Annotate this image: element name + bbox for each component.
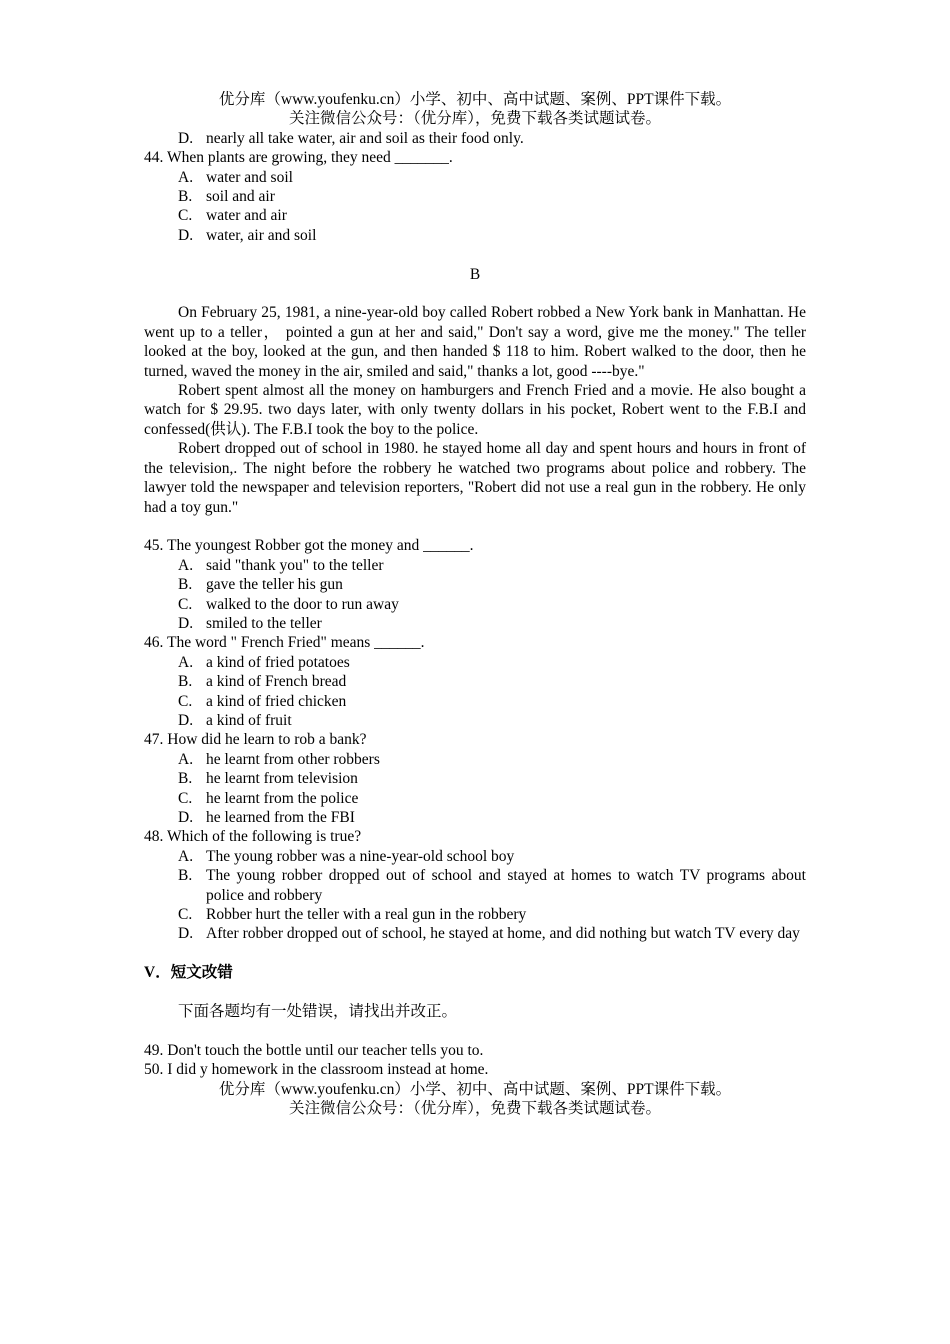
option-label: B. bbox=[178, 770, 193, 788]
passage-paragraph-3: Robert dropped out of school in 1980. he stayed home all day and spent hours and hours in front of the television,. The night before the robbery he watched two programs about police and robbery. The lawyer told the newspaper and television reporters, "Robert did not use a real gun in the robbery. He only had a toy gun." bbox=[144, 440, 806, 516]
section-instruction: 下面各题均有一处错误，请找出并改正。 bbox=[178, 1003, 458, 1021]
option-label: C. bbox=[178, 692, 193, 710]
option-label: C. bbox=[178, 595, 193, 613]
option-d bbox=[144, 924, 806, 943]
option-c bbox=[144, 692, 806, 711]
option-text: Robber hurt the teller with a real gun in the robbery bbox=[206, 906, 527, 924]
option-a bbox=[144, 847, 806, 866]
option-a bbox=[144, 653, 806, 672]
option-label: B. bbox=[178, 867, 193, 885]
passage-paragraph-2: Robert spent almost all the money on hamburgers and French Fried and a movie. He also bought a watch for $ 29.95. two days later, with only twenty dollars in his pocket, Robert went to the F.B.I and confessed(供认). The F.B.I took the boy to the police. bbox=[144, 382, 806, 438]
option-text: he learnt from television bbox=[206, 770, 358, 788]
q43-option-d bbox=[144, 129, 806, 148]
header-line-1: 优分库（www.youfenku.cn）小学、初中、高中试题、案例、PPT课件下载。 bbox=[218, 91, 732, 108]
option-label: D. bbox=[178, 925, 194, 943]
spacer bbox=[144, 517, 806, 536]
spacer bbox=[144, 944, 806, 963]
question-47 bbox=[144, 730, 806, 827]
question-stem: 47. How did he learn to rob a bank? bbox=[144, 731, 367, 749]
option-text: he learned from the FBI bbox=[206, 808, 355, 826]
option-text: water and air bbox=[206, 207, 287, 225]
option-text: soil and air bbox=[206, 188, 275, 206]
header-line-2: 关注微信公众号：（优分库），免费下载各类试题试卷。 bbox=[288, 110, 661, 128]
option-text: a kind of fruit bbox=[206, 711, 292, 729]
option-text: a kind of fried potatoes bbox=[206, 653, 350, 671]
option-c bbox=[144, 595, 806, 614]
passage-title: B bbox=[469, 265, 481, 283]
option-text: he learnt from other robbers bbox=[206, 750, 380, 768]
spacer bbox=[144, 284, 806, 303]
option-b bbox=[144, 187, 806, 206]
option-label: A. bbox=[178, 750, 194, 768]
option-text: water and soil bbox=[206, 168, 293, 186]
option-d bbox=[144, 711, 806, 730]
option-label: D. bbox=[178, 614, 194, 632]
question-stem: 44. When plants are growing, they need _______. bbox=[144, 149, 453, 167]
option-text: nearly all take water, air and soil as their food only. bbox=[206, 129, 524, 147]
option-text: The young robber dropped out of school and stayed at homes to watch TV programs about police and robbery bbox=[206, 867, 806, 904]
question-44 bbox=[144, 148, 806, 245]
option-text: smiled to the teller bbox=[206, 614, 322, 632]
option-label: C. bbox=[178, 207, 193, 225]
option-b bbox=[144, 769, 806, 788]
option-label: B. bbox=[178, 188, 193, 206]
option-label: B. bbox=[178, 673, 193, 691]
section-heading: V．短文改错 bbox=[144, 964, 233, 982]
option-label: A. bbox=[178, 847, 194, 865]
option-a bbox=[144, 556, 806, 575]
option-label: C. bbox=[178, 789, 193, 807]
option-label: D. bbox=[178, 711, 194, 729]
option-text: gave the teller his gun bbox=[206, 576, 343, 594]
option-d bbox=[144, 808, 806, 827]
option-label: D. bbox=[178, 129, 194, 147]
option-text: said "thank you" to the teller bbox=[206, 556, 384, 574]
spacer bbox=[144, 1021, 806, 1040]
option-text: a kind of fried chicken bbox=[206, 692, 347, 710]
question-49: 49. Don't touch the bottle until our teacher tells you to. bbox=[144, 1041, 484, 1059]
spacer bbox=[144, 245, 806, 264]
question-stem: 45. The youngest Robber got the money and ______. bbox=[144, 537, 474, 555]
question-stem: 46. The word " French Fried" means ______. bbox=[144, 634, 425, 652]
option-c bbox=[144, 905, 806, 924]
option-label: A. bbox=[178, 168, 194, 186]
question-50: 50. I did y homework in the classroom instead at home. bbox=[144, 1061, 489, 1079]
footer-line-1: 优分库（www.youfenku.cn）小学、初中、高中试题、案例、PPT课件下载。 bbox=[218, 1080, 732, 1098]
option-a bbox=[144, 168, 806, 187]
option-label: A. bbox=[178, 653, 194, 671]
option-b bbox=[144, 575, 806, 594]
option-text: After robber dropped out of school, he stayed at home, and did nothing but watch TV every day bbox=[206, 925, 800, 943]
question-46 bbox=[144, 633, 806, 730]
option-label: A. bbox=[178, 556, 194, 574]
option-c bbox=[144, 206, 806, 225]
question-45 bbox=[144, 536, 806, 633]
option-label: D. bbox=[178, 808, 194, 826]
question-48 bbox=[144, 827, 806, 943]
document-page bbox=[144, 90, 806, 1118]
option-text: The young robber was a nine-year-old school boy bbox=[206, 847, 515, 865]
footer-line-2: 关注微信公众号：（优分库），免费下载各类试题试卷。 bbox=[288, 1100, 661, 1118]
option-b bbox=[144, 672, 806, 691]
option-label: B. bbox=[178, 576, 193, 594]
spacer bbox=[144, 983, 806, 1002]
option-text: he learnt from the police bbox=[206, 789, 359, 807]
option-b bbox=[144, 866, 806, 905]
option-c bbox=[144, 789, 806, 808]
option-text: a kind of French bread bbox=[206, 673, 347, 691]
question-stem: 48. Which of the following is true? bbox=[144, 828, 362, 846]
option-label: D. bbox=[178, 226, 194, 244]
option-a bbox=[144, 750, 806, 769]
option-d bbox=[144, 226, 806, 245]
passage-paragraph-1: On February 25, 1981, a nine-year-old boy called Robert robbed a New York bank in Manhattan. He went up to a teller， pointed a gun at her and said," Don't say a word, give me the money." The teller looked at the boy, looked at the gun, and then handed $ 118 to him. Robert walked to the door, then he turned, waved the money in the air, smiled and said," thanks a lot, good ----bye." bbox=[144, 304, 806, 380]
option-label: C. bbox=[178, 906, 193, 924]
option-text: walked to the door to run away bbox=[206, 595, 399, 613]
option-d bbox=[144, 614, 806, 633]
option-text: water, air and soil bbox=[206, 226, 317, 244]
